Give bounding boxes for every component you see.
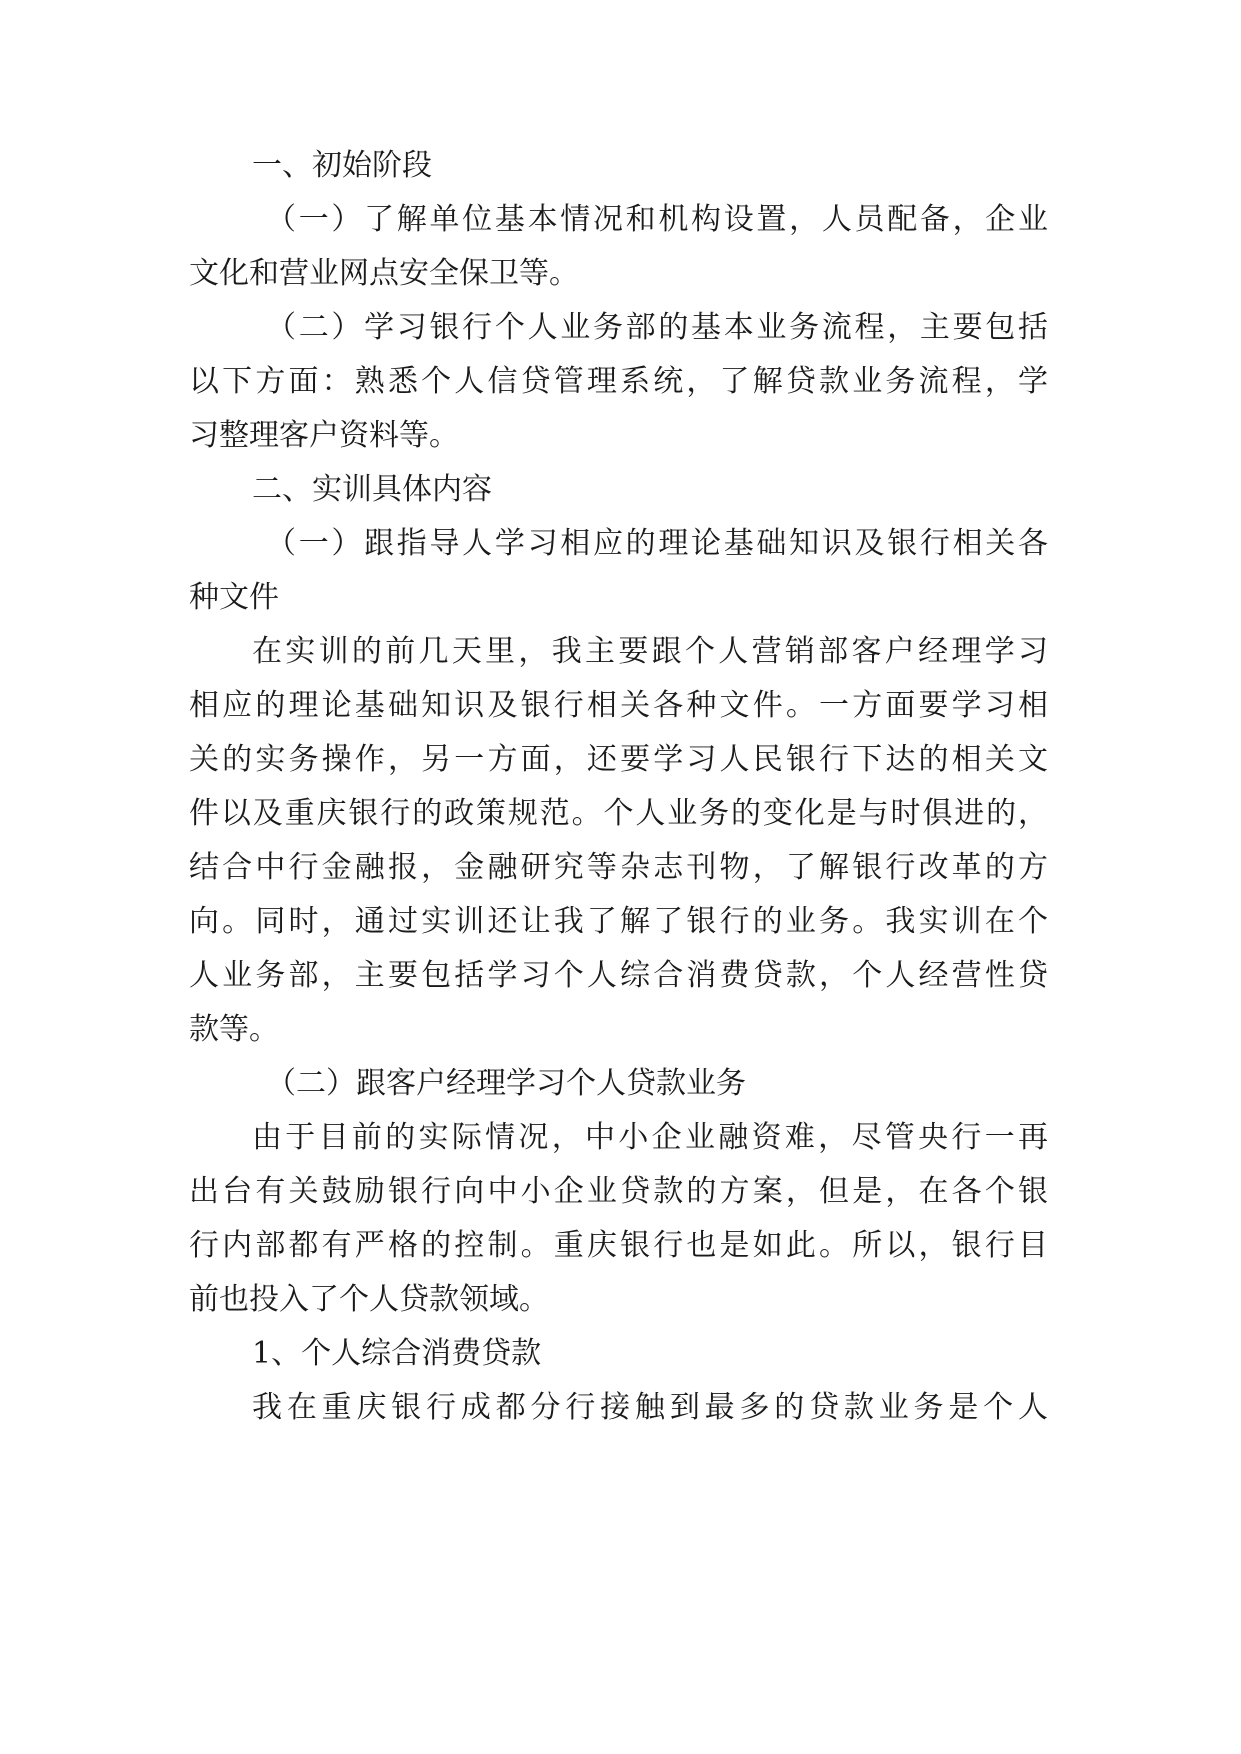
paragraph-line: 前也投入了个人贷款领域。	[189, 1282, 549, 1317]
paragraph-line: 由于目前的实际情况，中小企业融资难，尽管央行一再	[252, 1120, 1048, 1155]
paragraph-line: 习整理客户资料等。	[189, 418, 459, 453]
paragraph-line: 向。同时，通过实训还让我了解了银行的业务。我实训在个	[189, 904, 1048, 939]
paragraph-line: 出台有关鼓励银行向中小企业贷款的方案，但是，在各个银	[189, 1174, 1048, 1209]
paragraph-line: 相应的理论基础知识及银行相关各种文件。一方面要学习相	[189, 688, 1048, 723]
paragraph-line: 在实训的前几天里，我主要跟个人营销部客户经理学习	[252, 634, 1048, 669]
paragraph-line: 我在重庆银行成都分行接触到最多的贷款业务是个人	[252, 1390, 1048, 1425]
paragraph-line: 行内部都有严格的控制。重庆银行也是如此。所以，银行目	[189, 1228, 1048, 1263]
section-heading-training-content: 二、实训具体内容	[252, 472, 492, 507]
paragraph-line: 文化和营业网点安全保卫等。	[189, 256, 579, 291]
subheading-line: 种文件	[189, 580, 279, 615]
paragraph-line: 件以及重庆银行的政策规范。个人业务的变化是与时俱进的，	[189, 796, 1048, 831]
section-heading-initial-stage: 一、初始阶段	[252, 148, 432, 183]
subheading-line: （一）跟指导人学习相应的理论基础知识及银行相关各	[266, 526, 1048, 561]
subheading-line: （二）跟客户经理学习个人贷款业务	[266, 1066, 746, 1101]
paragraph-line: 结合中行金融报，金融研究等杂志刊物，了解银行改革的方	[189, 850, 1048, 885]
paragraph-line: （二）学习银行个人业务部的基本业务流程，主要包括	[266, 310, 1048, 345]
paragraph-line: （一）了解单位基本情况和机构设置，人员配备，企业	[266, 202, 1048, 237]
paragraph-line: 款等。	[189, 1012, 279, 1047]
item-heading: 1、个人综合消费贷款	[252, 1336, 542, 1371]
paragraph-line: 以下方面：熟悉个人信贷管理系统，了解贷款业务流程，学	[189, 364, 1048, 399]
paragraph-line: 关的实务操作，另一方面，还要学习人民银行下达的相关文	[189, 742, 1048, 777]
paragraph-line: 人业务部，主要包括学习个人综合消费贷款，个人经营性贷	[189, 958, 1048, 993]
